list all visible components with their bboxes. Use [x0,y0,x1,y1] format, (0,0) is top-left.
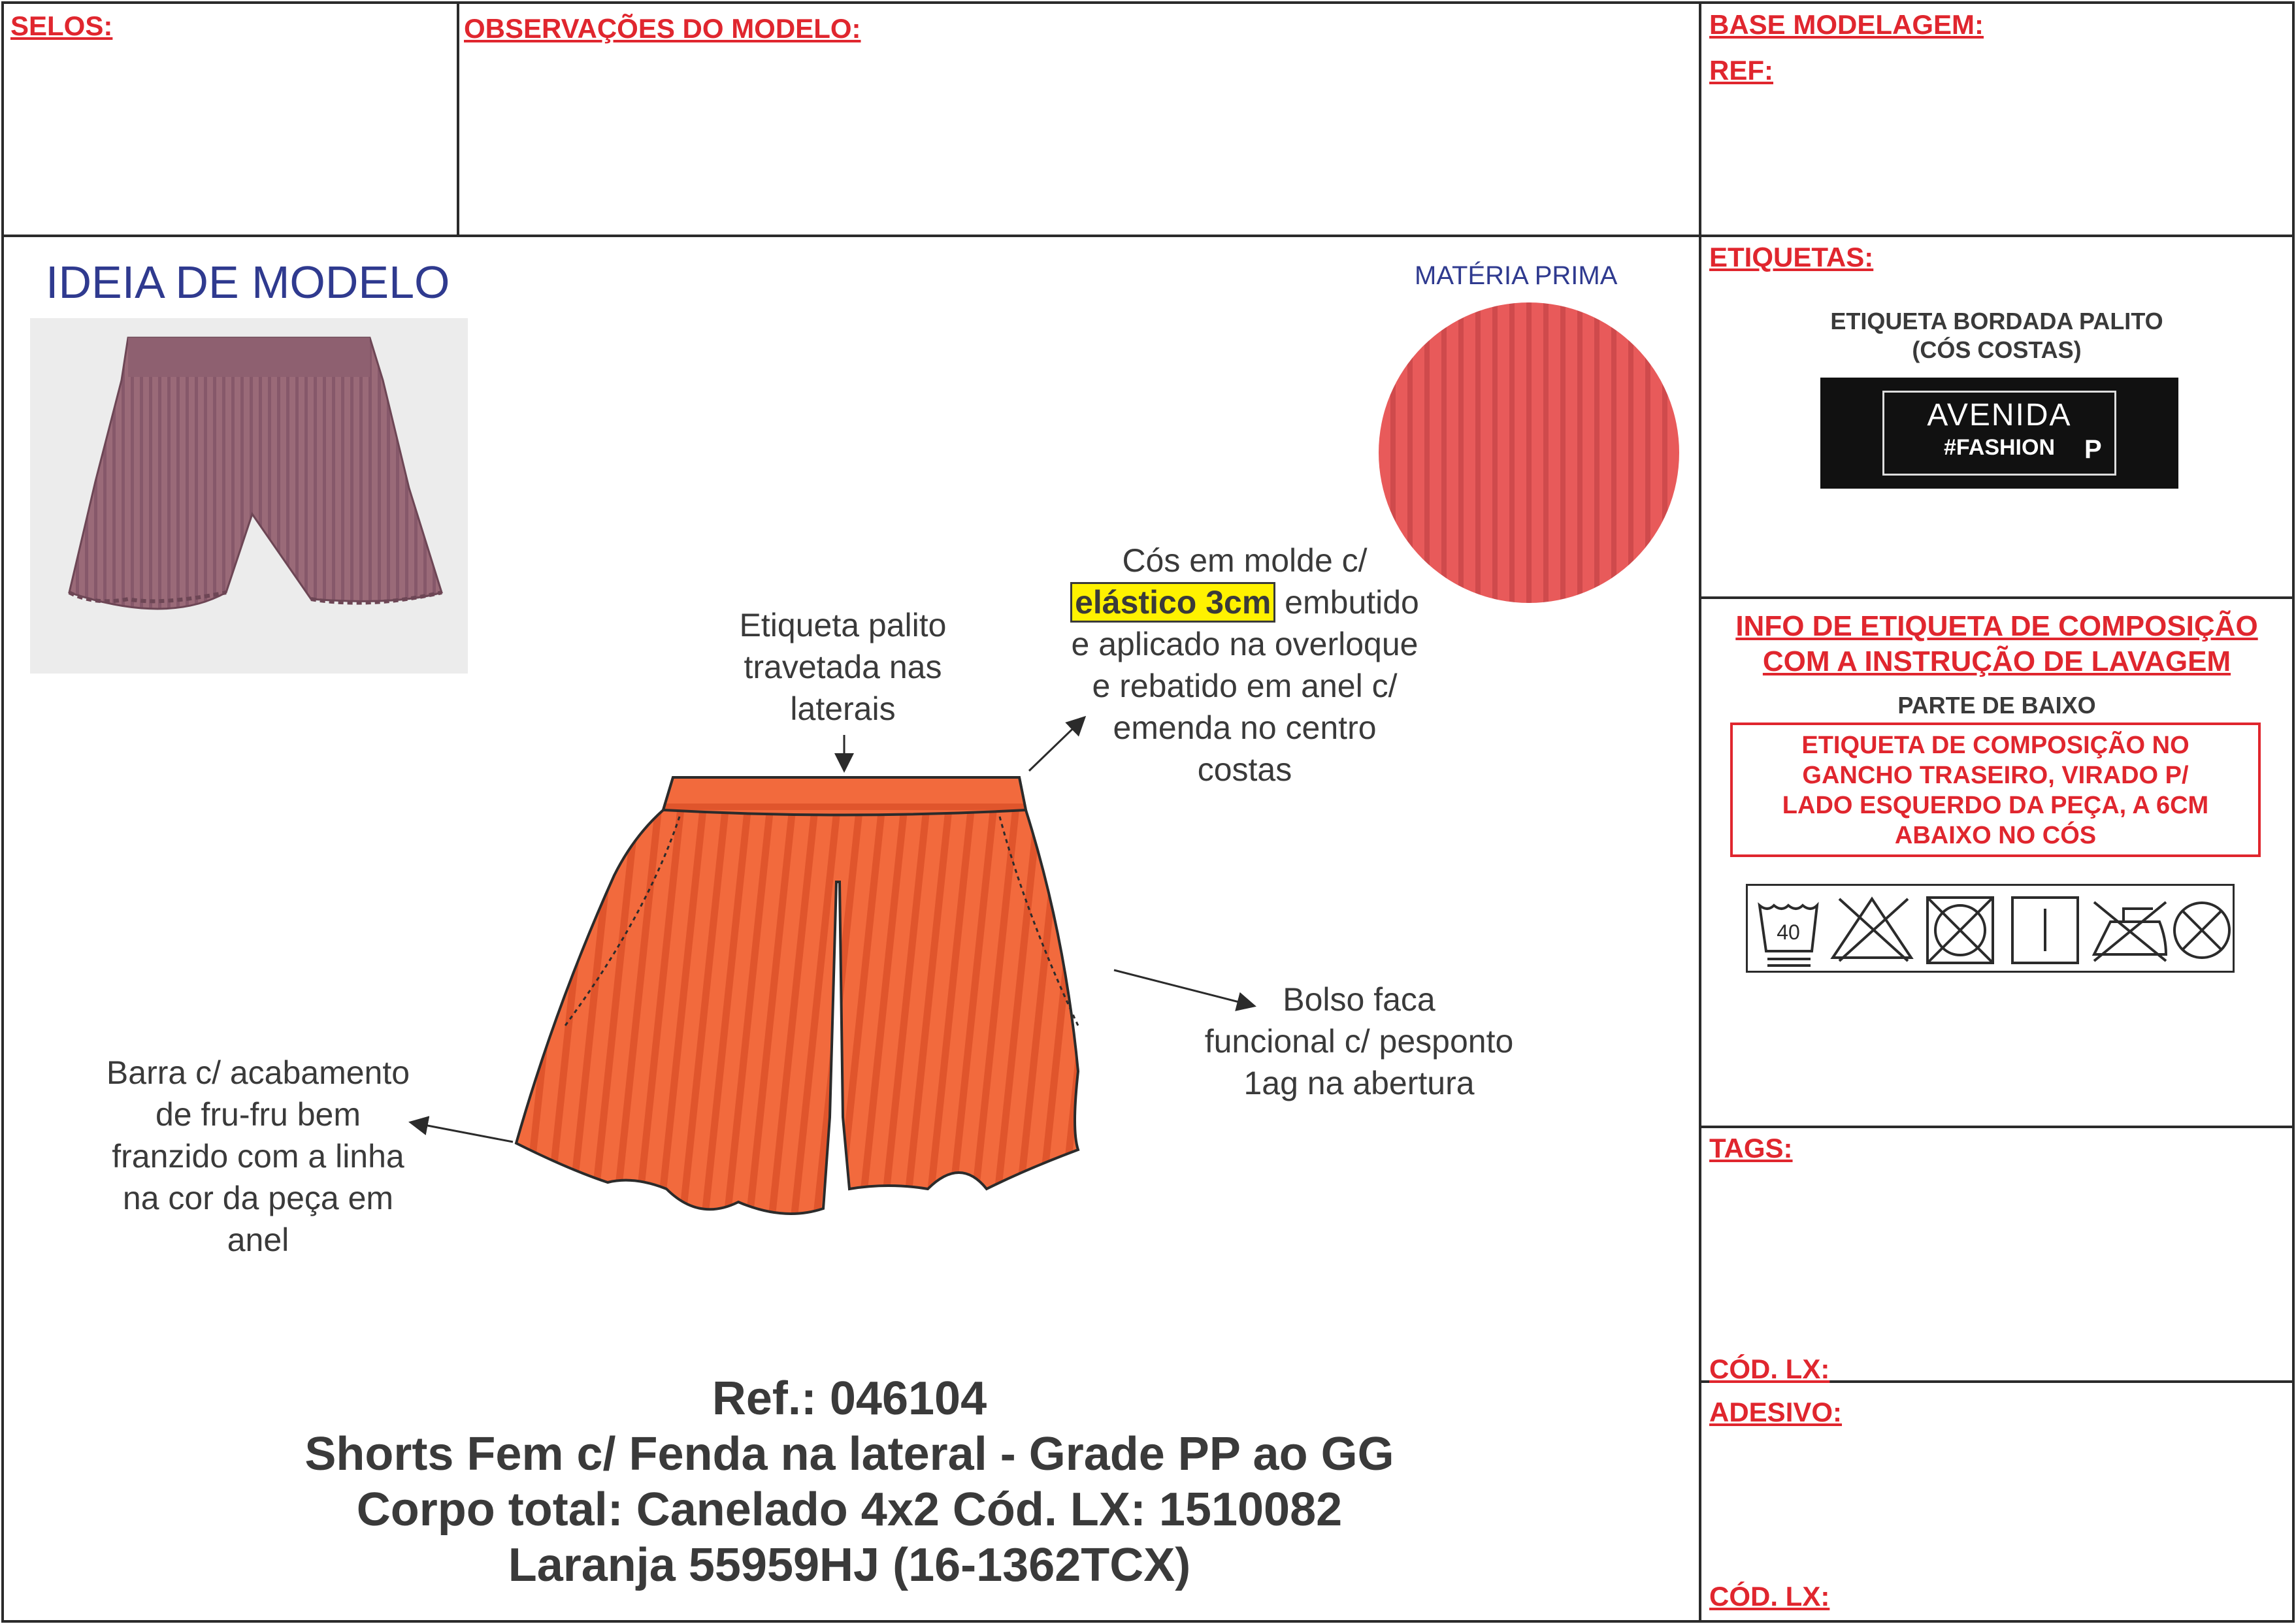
brand-name: AVENIDA [1927,398,2072,432]
care-icons-strip [1748,886,2233,971]
materia-prima-title: MATÉRIA PRIMA [1415,261,1618,290]
note-etiqueta-palito: Etiqueta palito travetada nas laterais [739,607,947,727]
tags-label: TAGS: [1709,1133,1793,1163]
base-modelagem-label: BASE MODELAGEM: [1709,9,1984,40]
adesivo-cod-lx: CÓD. LX: [1709,1581,1830,1612]
tags-cod-lx: CÓD. LX: [1709,1354,1830,1384]
ideia-title: IDEIA DE MODELO [46,257,450,308]
no-bleach-icon [1833,899,1911,961]
selos-label: SELOS: [10,10,113,41]
brand-size: P [2084,435,2102,464]
brand-subname: #FASHION [1943,435,2056,460]
note-barra: Barra c/ acabamento de fru-fru bem franzido com a linha na cor da peça em anel [106,1054,410,1258]
highlight-elastico: elástico 3cm [1070,582,1275,623]
wash-temp: 40 [1777,920,1800,944]
no-dry-clean-icon [2174,903,2229,958]
brand-label [1820,378,2178,489]
composicao-box: ETIQUETA DE COMPOSIÇÃO NO GANCHO TRASEIRO, VIRADO P/ LADO ESQUERDO DA PEÇA, A 6CM ABAIXO NO CÓS [1730,723,2261,857]
ref-line-4: Laranja 55959HJ (16-1362TCX) [508,1539,1191,1591]
ref-line-3: Corpo total: Canelado 4x2 Cód. LX: 1510082 [356,1484,1343,1536]
ref-line-2: Shorts Fem c/ Fenda na lateral - Grade PP ao GG [304,1428,1394,1480]
parte-de-baixo: PARTE DE BAIXO [1897,692,2096,719]
observacoes-label: OBSERVAÇÕES DO MODELO: [464,13,861,44]
note-cos: Cós em molde c/ elástico 3cm embutido e aplicado na overloque e rebatido em anel c/ emenda no centro costas [1071,542,1419,788]
no-tumble-dry-icon [1927,898,1993,963]
ref-line-1: Ref.: 046104 [712,1372,987,1425]
care-icons-box [1746,884,2235,973]
sidebar-divider [1699,1,1701,1623]
etiquetas-label: ETIQUETAS: [1709,242,1874,272]
etiquetas-divider [1699,596,2295,599]
etiqueta-desc: ETIQUETA BORDADA PALITO (CÓS COSTAS) [1830,308,2163,363]
composicao-divider [1699,1126,2295,1128]
composicao-title: INFO DE ETIQUETA DE COMPOSIÇÃO COM A INSTRUÇÃO DE LAVAGEM [1735,610,2258,677]
no-iron-icon [2094,902,2166,961]
adesivo-label: ADESIVO: [1709,1397,1843,1427]
ref-label: REF: [1709,55,1773,86]
line-dry-icon [2012,898,2078,963]
note-bolso: Bolso faca funcional c/ pesponto 1ag na abertura [1204,981,1514,1101]
